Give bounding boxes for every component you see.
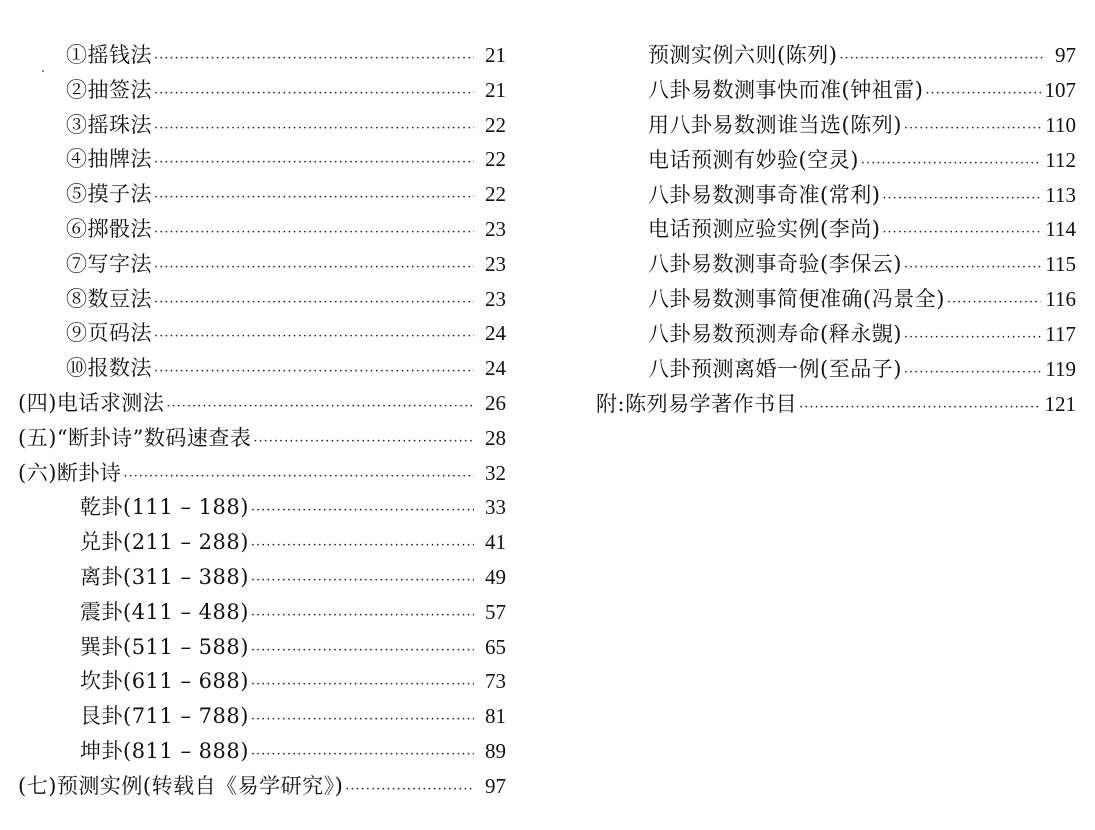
toc-entry	[18, 386, 506, 421]
toc-entry-title: 电话预测有妙验(空灵)	[648, 147, 859, 172]
dot-leader	[154, 42, 474, 77]
toc-entry	[18, 108, 506, 143]
toc-entry-page-number: 33	[485, 495, 506, 520]
toc-entry	[18, 560, 506, 595]
toc-entry-title: ⑨页码法	[66, 321, 152, 346]
toc-entry	[596, 282, 1076, 317]
toc-entry-title: (七)预测实例(转载自《易学研究》)	[18, 773, 344, 798]
toc-entry-page-number: 41	[485, 530, 506, 555]
dot-leader	[345, 773, 474, 808]
dot-leader	[154, 181, 474, 216]
toc-entry	[596, 178, 1076, 213]
toc-entry-page-number: 21	[485, 43, 506, 67]
toc-entry-page-number: 117	[1045, 322, 1076, 347]
toc-entry-title: 巽卦(511 – 588)	[80, 634, 249, 659]
toc-entry-title: ⑤摸子法	[66, 182, 152, 207]
toc-entry-title: 离卦(311 – 388)	[80, 564, 249, 589]
toc-entry	[18, 734, 506, 769]
dot-leader	[947, 286, 1041, 321]
toc-entry-title: 预测实例六则(陈列)	[648, 43, 838, 67]
toc-entry-page-number: 24	[485, 356, 506, 381]
toc-entry-page-number: 23	[485, 251, 506, 276]
toc-entry-page-number: 22	[485, 112, 506, 137]
toc-entry	[18, 421, 506, 456]
toc-entry-page-number: 22	[485, 182, 506, 207]
dot-leader	[166, 390, 474, 425]
dot-leader	[839, 42, 1044, 77]
toc-entry-page-number: 89	[485, 738, 506, 763]
dot-leader	[123, 460, 474, 495]
dot-leader	[251, 738, 474, 773]
toc-entry-page-number: 65	[485, 634, 506, 659]
toc-entry-title: ①摇钱法	[66, 43, 152, 67]
toc-entry	[18, 212, 506, 247]
toc-entry-title: 坎卦(611 – 688)	[80, 669, 249, 694]
toc-entry	[18, 699, 506, 734]
dot-leader	[251, 668, 474, 703]
toc-entry-page-number: 112	[1045, 147, 1076, 172]
dot-leader	[154, 355, 474, 390]
dot-leader	[154, 146, 474, 181]
toc-entry	[596, 212, 1076, 247]
toc-entry-title: ②抽签法	[66, 77, 152, 102]
toc-entry-title: 八卦易数测事奇准(常利)	[648, 182, 881, 207]
toc-entry-title: 坤卦(811 – 888)	[80, 738, 249, 763]
toc-entry	[596, 317, 1076, 352]
toc-entry	[18, 456, 506, 491]
dot-leader	[861, 147, 1041, 182]
toc-entry-page-number: 81	[485, 704, 506, 729]
toc-entry	[18, 177, 506, 212]
dot-leader	[251, 529, 474, 564]
dot-leader	[251, 703, 474, 738]
toc-entry-page-number: 24	[485, 321, 506, 346]
toc-entry-page-number: 115	[1045, 252, 1076, 277]
toc-entry-title: 八卦易数测事快而准(钟祖雷)	[648, 77, 924, 102]
toc-entry-title: 八卦易数测事简便准确(冯景全)	[648, 287, 945, 312]
toc-entry-title: ⑩报数法	[66, 356, 152, 381]
toc-entry	[18, 316, 506, 351]
toc-entry-page-number: 28	[485, 425, 506, 450]
dot-leader	[251, 634, 474, 669]
toc-entry-title: 震卦(411 – 488)	[80, 599, 249, 624]
toc-entry-title: 用八卦易数测谁当选(陈列)	[648, 112, 902, 137]
toc-entry-page-number: 49	[485, 564, 506, 589]
toc-left-column	[18, 38, 506, 804]
dot-leader	[904, 251, 1041, 286]
toc-entry	[18, 73, 506, 108]
toc-entry	[18, 525, 506, 560]
toc-entry-page-number: 57	[485, 599, 506, 624]
toc-entry-title: (六)断卦诗	[18, 460, 122, 485]
toc-entry	[18, 664, 506, 699]
toc-entry-page-number: 121	[1044, 391, 1076, 416]
toc-entry-page-number: 23	[485, 216, 506, 241]
toc-entry-page-number: 116	[1045, 287, 1076, 312]
toc-entry	[18, 490, 506, 525]
toc-entry-title: 附:陈列易学著作书目	[596, 391, 798, 416]
dot-leader	[799, 391, 1040, 426]
dot-leader	[251, 494, 474, 529]
dot-leader	[154, 320, 474, 355]
toc-entry	[18, 38, 506, 73]
toc-entry	[596, 352, 1076, 387]
dot-leader	[882, 216, 1041, 251]
dot-leader	[154, 216, 474, 251]
toc-entry-title: 乾卦(111 – 188)	[80, 495, 249, 520]
toc-entry	[596, 143, 1076, 178]
dot-leader	[882, 182, 1041, 217]
toc-entry-page-number: 113	[1045, 182, 1076, 207]
toc-entry-page-number: 97	[1055, 43, 1076, 67]
toc-entry	[18, 142, 506, 177]
dot-leader	[154, 112, 474, 147]
toc-entry-page-number: 119	[1045, 357, 1076, 382]
dot-leader	[253, 425, 474, 460]
toc-entry	[596, 73, 1076, 108]
toc-entry	[18, 351, 506, 386]
toc-entry-page-number: 23	[485, 286, 506, 311]
toc-entry-title: (五)“断卦诗”数码速查表	[18, 425, 252, 450]
dot-leader	[925, 77, 1040, 112]
dot-leader	[904, 321, 1041, 356]
toc-entry	[596, 38, 1076, 73]
toc-entry-title: 艮卦(711 – 788)	[80, 704, 249, 729]
toc-entry-title: ⑥掷骰法	[66, 216, 152, 241]
toc-entry-page-number: 26	[485, 390, 506, 415]
toc-entry-title: 八卦易数预测寿命(释永覬)	[648, 322, 902, 347]
toc-entry-title: ⑦写字法	[66, 251, 152, 276]
toc-entry	[18, 282, 506, 317]
toc-entry-page-number: 22	[485, 147, 506, 172]
toc-entry-page-number: 21	[485, 77, 506, 102]
toc-entry-page-number: 97	[485, 773, 506, 798]
dot-leader	[904, 112, 1041, 147]
toc-entry	[596, 108, 1076, 143]
toc-entry	[596, 387, 1076, 422]
dot-leader	[154, 251, 474, 286]
toc-entry-title: 电话预测应验实例(李尚)	[648, 217, 881, 242]
toc-entry	[18, 630, 506, 665]
toc-entry	[18, 769, 506, 804]
toc-entry	[18, 247, 506, 282]
toc-entry-page-number: 107	[1044, 77, 1076, 102]
toc-entry-title: 八卦预测离婚一例(至品子)	[648, 357, 902, 382]
toc-entry-title: 兑卦(211 – 288)	[80, 530, 249, 555]
toc-entry-page-number: 32	[485, 460, 506, 485]
toc-entry	[18, 595, 506, 630]
toc-entry-title: 八卦易数测事奇验(李保云)	[648, 252, 902, 277]
toc-right-column	[596, 38, 1076, 422]
dot-leader	[251, 564, 474, 599]
toc-entry-title: ③摇珠法	[66, 112, 152, 137]
dot-leader	[154, 286, 474, 321]
dot-leader	[251, 599, 474, 634]
toc-entry-page-number: 110	[1045, 112, 1076, 137]
dot-leader	[904, 356, 1041, 391]
toc-entry-title: ⑧数豆法	[66, 286, 152, 311]
dot-leader	[154, 77, 474, 112]
toc-entry-page-number: 73	[485, 669, 506, 694]
toc-entry-title: ④抽牌法	[66, 147, 152, 172]
toc-entry-page-number: 114	[1045, 217, 1076, 242]
toc-entry-title: (四)电话求测法	[18, 390, 165, 415]
toc-entry	[596, 247, 1076, 282]
